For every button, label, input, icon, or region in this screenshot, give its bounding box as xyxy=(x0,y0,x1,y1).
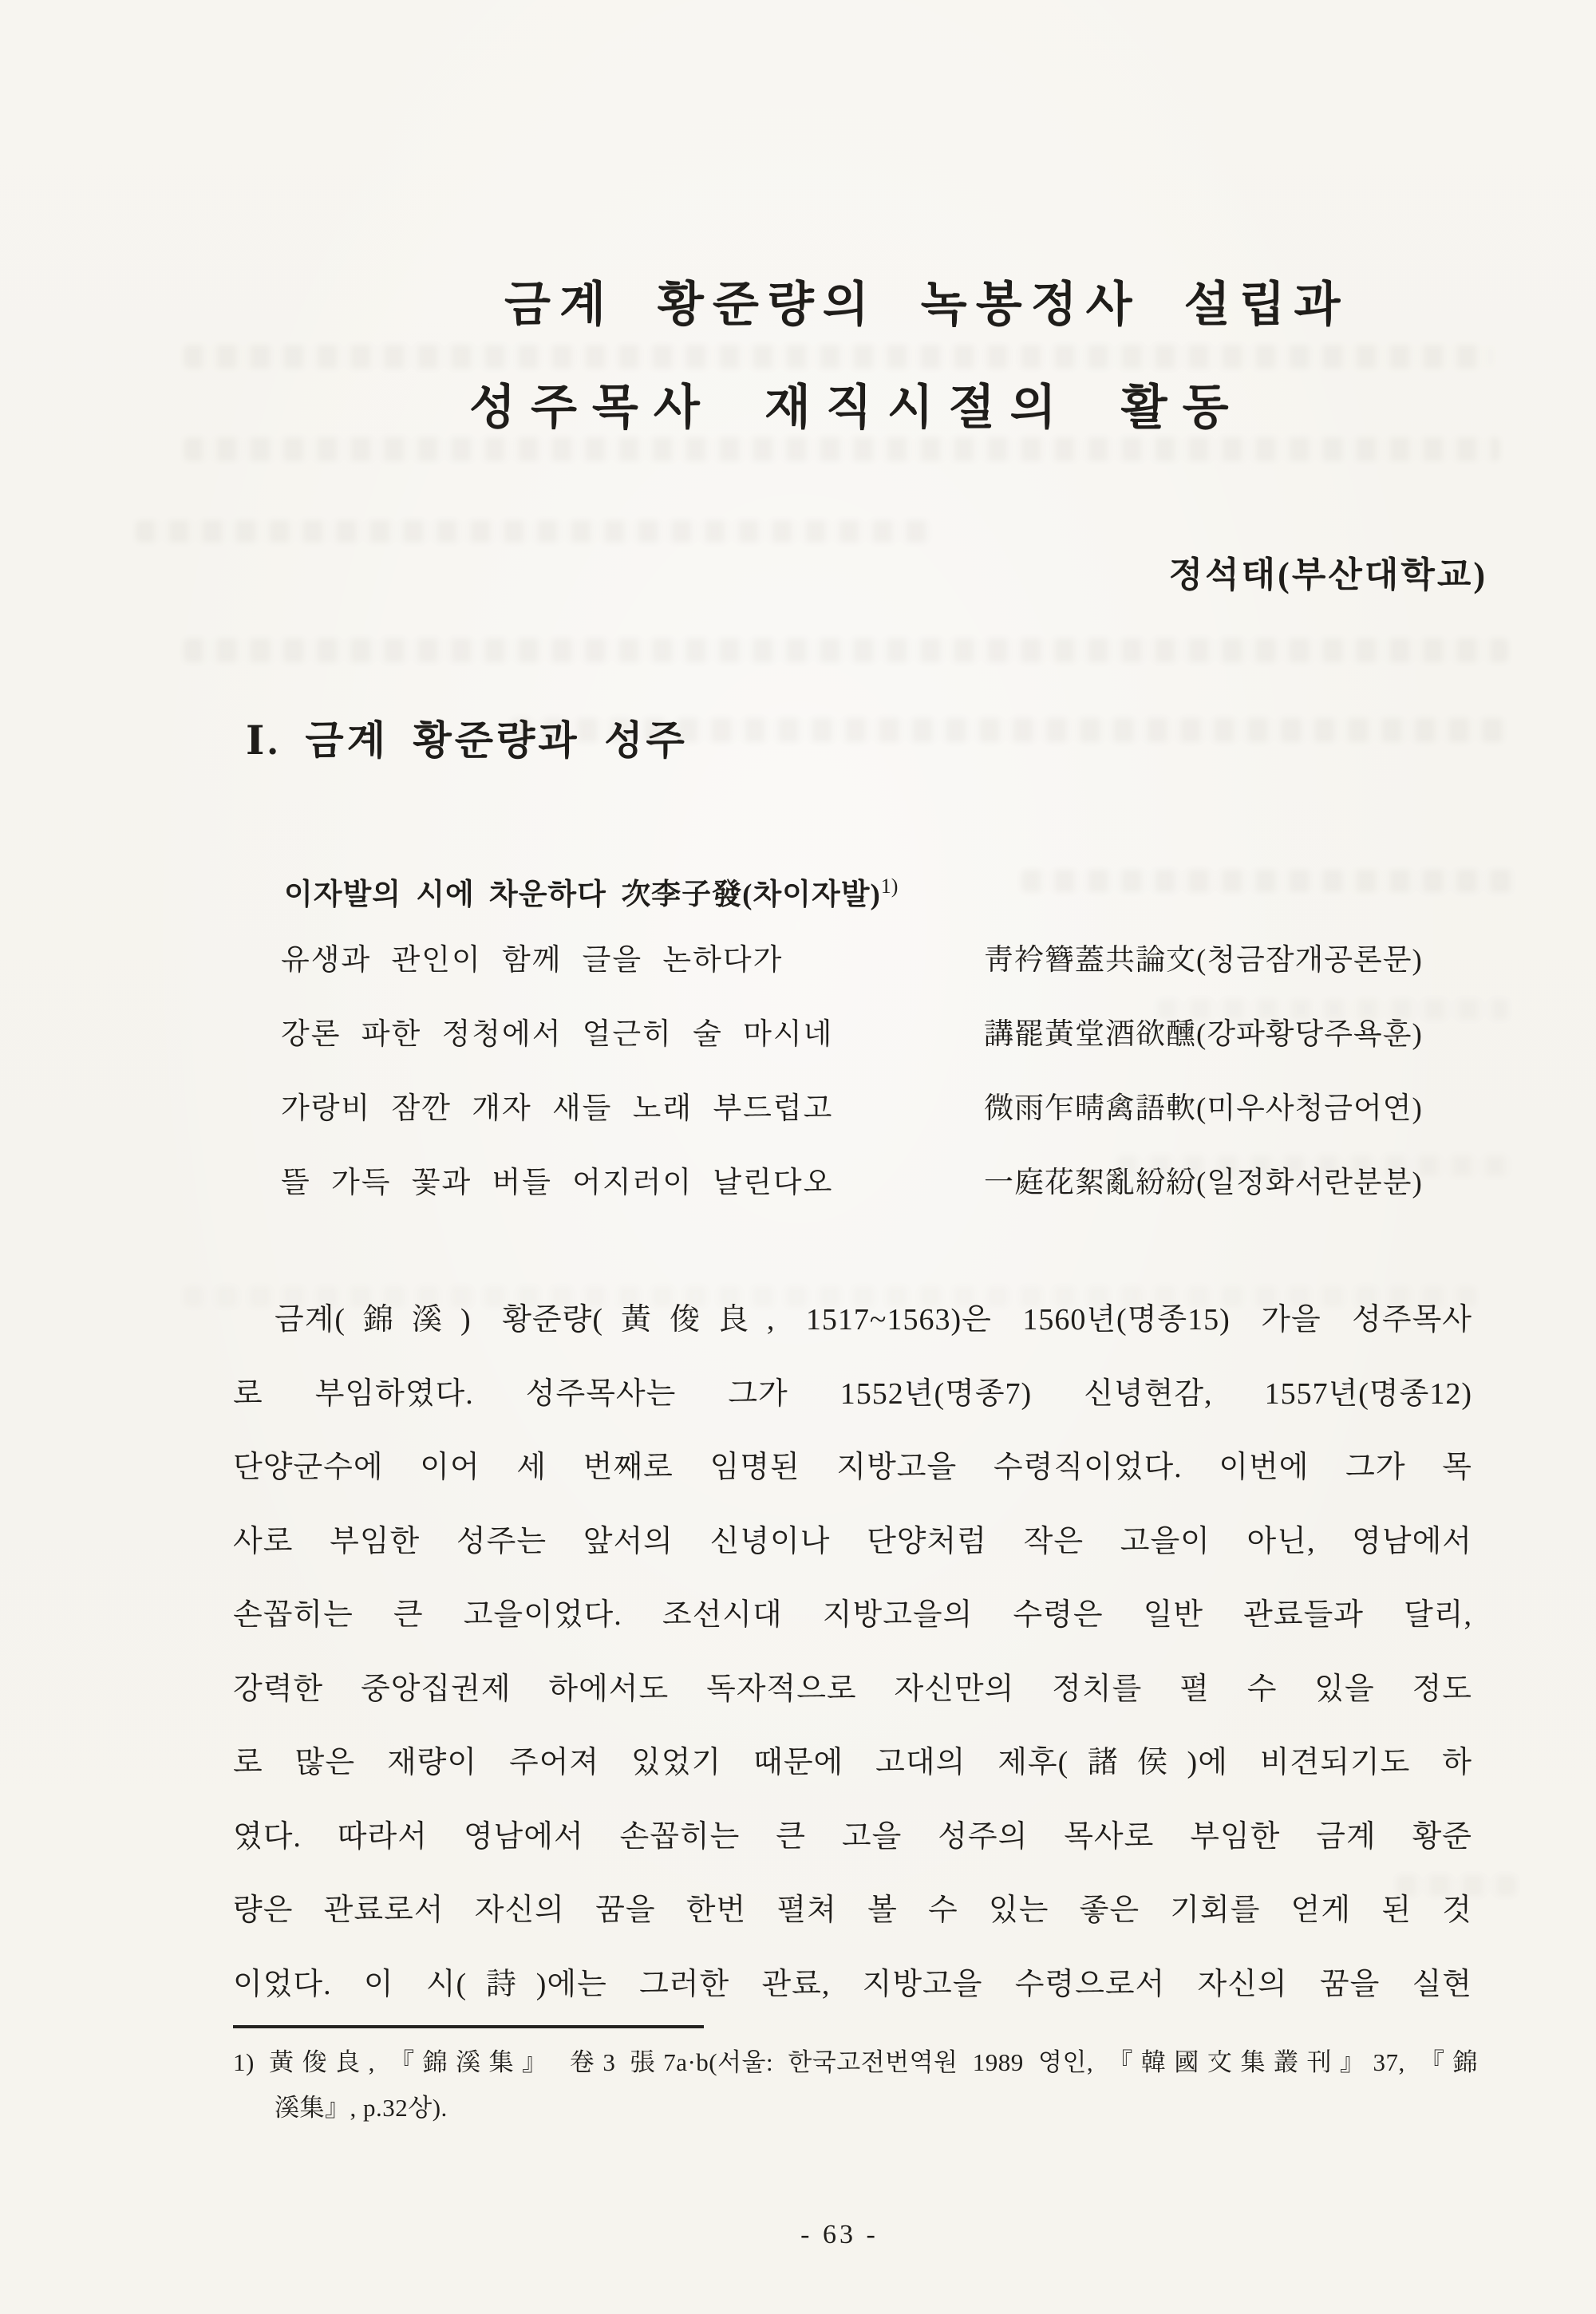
bleedthrough-ghost xyxy=(184,437,1500,461)
body-line: 이었다. 이 시(詩)에는 그러한 관료, 지방고을 수령으로서 자신의 꿈을 실현 xyxy=(233,1967,1472,2001)
body-line: 량은 관료로서 자신의 꿈을 한번 펼쳐 볼 수 있는 좋은 기회를 얻게 된 것 xyxy=(233,1893,1472,1927)
body-line: 손꼽히는 큰 고을이었다. 조선시대 지방고을의 수령은 일반 관료들과 달리, xyxy=(233,1598,1472,1632)
bleedthrough-ghost xyxy=(136,520,934,543)
section-heading: Ⅰ. 금계 황준량과 성주 xyxy=(246,718,688,763)
poem-heading-text: 이자발의 시에 차운하다 次李子發(차이자발) xyxy=(284,879,881,911)
poem-line-hanja: 微雨乍晴禽語軟(미우사청금어연) xyxy=(984,1092,1423,1125)
poem-line xyxy=(281,935,1472,1009)
poem-line-korean: 유생과 관인이 함께 글을 논하다가 xyxy=(281,944,784,977)
footnote-line: 1) 黃俊良, 『錦溪集』 卷3 張7a·b(서울: 한국고전번역원 1989 영인, 『韓國文集叢刊』37, 『錦 xyxy=(233,2048,1478,2076)
poem-line-korean: 강론 파한 정청에서 얼근히 술 마시네 xyxy=(281,1018,834,1051)
footnote-reference-1: 1) xyxy=(880,875,899,898)
poem-line-korean: 가랑비 잠깐 개자 새들 노래 부드럽고 xyxy=(281,1092,834,1125)
poem-line xyxy=(281,1084,1472,1158)
author-affiliation: 정석태(부산대학교) xyxy=(1168,555,1487,594)
body-line: 단양군수에 이어 세 번째로 임명된 지방고을 수령직이었다. 이번에 그가 목 xyxy=(233,1451,1472,1484)
poem-line xyxy=(281,1158,1472,1232)
poem-line xyxy=(281,1009,1472,1084)
paper-title-line-2: 성주목사 재직시절의 활동 xyxy=(469,381,1244,434)
body-line: 강력한 중앙집권제 하에서도 독자적으로 자신만의 정치를 펼 수 있을 정도 xyxy=(233,1672,1472,1706)
body-line: 로 부임하였다. 성주목사는 그가 1552년(명종7) 신녕현감, 1557년(명종12) xyxy=(233,1376,1472,1411)
page-number: - 63 - xyxy=(800,2220,879,2249)
poem-heading xyxy=(284,870,898,913)
paper-title-line-1: 금계 황준량의 녹봉정사 설립과 xyxy=(504,278,1349,331)
body-line: 금계(錦溪) 황준량(黃俊良, 1517~1563)은 1560년(명종15) 가을 성주목사 xyxy=(275,1303,1472,1337)
body-line: 로 많은 재량이 주어져 있었기 때문에 고대의 제후(諸侯)에 비견되기도 하 xyxy=(233,1746,1472,1779)
poem-line-hanja: 靑衿簪蓋共論文(청금잠개공론문) xyxy=(984,944,1423,977)
poem-line-hanja: 講罷黃堂酒欲醺(강파황당주욕훈) xyxy=(984,1018,1423,1051)
bleedthrough-ghost xyxy=(184,638,1508,662)
body-line: 였다. 따라서 영남에서 손꼽히는 큰 고을 성주의 목사로 부임한 금계 황준 xyxy=(233,1819,1472,1854)
footnote-separator xyxy=(233,2025,704,2028)
poem-line-korean: 뜰 가득 꽃과 버들 어지러이 날린다오 xyxy=(281,1167,834,1199)
body-paragraph xyxy=(233,1283,1472,2021)
footnote xyxy=(233,2040,1478,2130)
poem-line-hanja: 一庭花絮亂紛紛(일정화서란분분) xyxy=(984,1167,1423,1199)
footnote-line: 溪集』, p.32상). xyxy=(275,2094,448,2122)
bleedthrough-ghost xyxy=(1021,870,1516,892)
poem-block xyxy=(281,935,1472,1232)
body-line: 사로 부임한 성주는 앞서의 신녕이나 단양처럼 작은 고을이 아닌, 영남에서 xyxy=(233,1524,1472,1558)
bleedthrough-ghost xyxy=(184,345,1492,369)
